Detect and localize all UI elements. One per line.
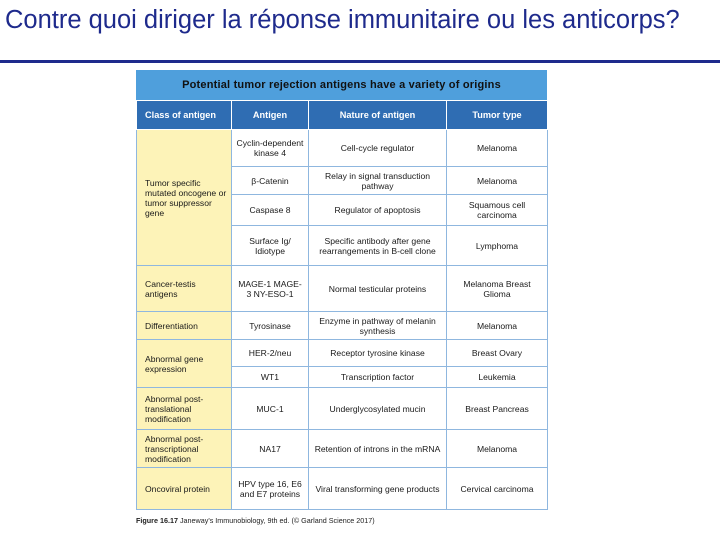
class-cell: Cancer-testis antigens: [137, 266, 232, 312]
antigen-cell: WT1: [232, 367, 309, 388]
caption-label: Figure 16.17: [136, 516, 178, 525]
nature-cell: Receptor tyrosine kinase: [309, 340, 447, 367]
title-underline: [0, 60, 720, 63]
slide-title: Contre quoi diriger la réponse immunitaire ou les anticorps?: [5, 6, 680, 34]
antigen-cell: MUC-1: [232, 388, 309, 430]
nature-cell: Viral transforming gene products: [309, 468, 447, 510]
antigen-cell: HPV type 16, E6 and E7 proteins: [232, 468, 309, 510]
antigen-cell: Surface Ig/ Idiotype: [232, 226, 309, 266]
tumor-type-cell: Melanoma: [447, 167, 548, 195]
nature-cell: Cell-cycle regulator: [309, 130, 447, 167]
nature-cell: Normal testicular proteins: [309, 266, 447, 312]
nature-cell: Transcription factor: [309, 367, 447, 388]
tumor-type-cell: Lymphoma: [447, 226, 548, 266]
nature-cell: Enzyme in pathway of melanin synthesis: [309, 312, 447, 340]
tumor-type-cell: Squamous cell carcinoma: [447, 195, 548, 226]
antigen-figure: [136, 70, 547, 525]
antigen-table: [136, 100, 548, 510]
column-header-tumor-type: Tumor type: [447, 101, 548, 130]
tumor-type-cell: Breast Pancreas: [447, 388, 548, 430]
nature-cell: Specific antibody after gene rearrangements in B-cell clone: [309, 226, 447, 266]
caption-source: Janeway's Immunobiology, 9th ed. (© Garland Science 2017): [179, 516, 375, 525]
table-row: [137, 312, 548, 340]
antigen-cell: NA17: [232, 430, 309, 468]
antigen-cell: Caspase 8: [232, 195, 309, 226]
nature-cell: Retention of introns in the mRNA: [309, 430, 447, 468]
table-row: [137, 430, 548, 468]
column-header-class: Class of antigen: [137, 101, 232, 130]
tumor-type-cell: Melanoma: [447, 130, 548, 167]
nature-cell: Regulator of apoptosis: [309, 195, 447, 226]
class-cell: Oncoviral protein: [137, 468, 232, 510]
table-header-row: [137, 101, 548, 130]
antigen-cell: β-Catenin: [232, 167, 309, 195]
class-cell: Tumor specific mutated oncogene or tumor suppressor gene: [137, 130, 232, 266]
antigen-cell: HER-2/neu: [232, 340, 309, 367]
antigen-cell: Tyrosinase: [232, 312, 309, 340]
antigen-cell: MAGE-1 MAGE-3 NY-ESO-1: [232, 266, 309, 312]
table-row: [137, 340, 548, 367]
figure-heading: Potential tumor rejection antigens have a variety of origins: [136, 70, 547, 100]
table-row: [137, 388, 548, 430]
nature-cell: Underglycosylated mucin: [309, 388, 447, 430]
column-header-nature: Nature of antigen: [309, 101, 447, 130]
nature-cell: Relay in signal transduction pathway: [309, 167, 447, 195]
column-header-antigen: Antigen: [232, 101, 309, 130]
class-cell: Differentiation: [137, 312, 232, 340]
tumor-type-cell: Melanoma: [447, 312, 548, 340]
table-row: [137, 266, 548, 312]
figure-caption: [136, 516, 547, 525]
tumor-type-cell: Cervical carcinoma: [447, 468, 548, 510]
class-cell: Abnormal post-transcriptional modification: [137, 430, 232, 468]
tumor-type-cell: Melanoma Breast Glioma: [447, 266, 548, 312]
tumor-type-cell: Breast Ovary: [447, 340, 548, 367]
class-cell: Abnormal post-translational modification: [137, 388, 232, 430]
tumor-type-cell: Melanoma: [447, 430, 548, 468]
tumor-type-cell: Leukemia: [447, 367, 548, 388]
antigen-cell: Cyclin-dependent kinase 4: [232, 130, 309, 167]
table-row: [137, 130, 548, 167]
class-cell: Abnormal gene expression: [137, 340, 232, 388]
table-row: [137, 468, 548, 510]
